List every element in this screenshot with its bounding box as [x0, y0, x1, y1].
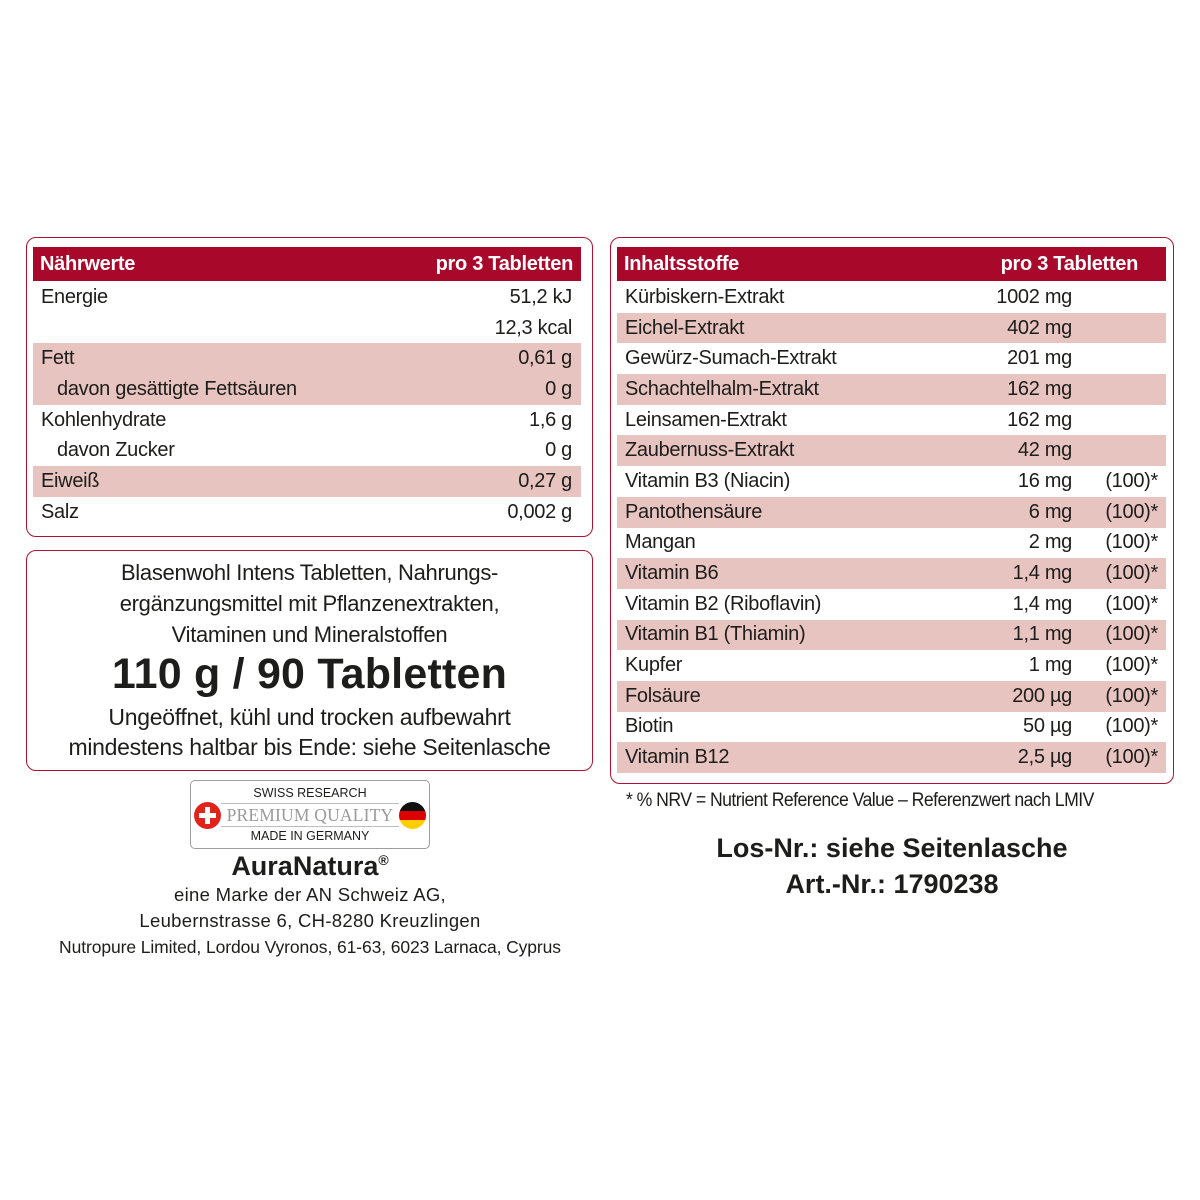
table-row	[33, 282, 581, 313]
ingredient-label: Vitamin B1 (Thiamin)	[625, 623, 806, 646]
nutrient-label: Eiweiß	[41, 469, 100, 492]
table-row	[33, 497, 581, 528]
badge-top-text: SWISS RESEARCH	[253, 786, 367, 800]
table-row	[617, 681, 1166, 712]
nutrition-rows	[33, 282, 581, 528]
ingredient-amount: 1,4 mg	[1012, 562, 1072, 585]
brand-address-line: eine Marke der AN Schweiz AG,	[174, 884, 446, 905]
quality-badge	[190, 780, 430, 849]
nutrient-value: 0 g	[545, 439, 572, 462]
table-row	[617, 282, 1166, 313]
nutrient-value: 0,61 g	[518, 347, 572, 370]
description-line: Vitaminen und Mineralstoffen	[171, 622, 448, 647]
ingredient-nrv: (100)*	[1105, 684, 1158, 707]
nrv-footnote: * % NRV = Nutrient Reference Value – Referenzwert nach LMIV	[626, 790, 1094, 811]
description-line: ergänzungsmittel mit Pflanzenextrakten,	[119, 591, 500, 616]
product-description	[27, 557, 592, 650]
brand-name	[0, 851, 620, 882]
nutrient-label: davon Zucker	[57, 439, 175, 462]
nutrient-label: Kohlenhydrate	[41, 408, 167, 431]
nutrient-value: 51,2 kJ	[509, 285, 572, 308]
ingredient-amount: 402 mg	[1007, 316, 1072, 339]
ingredient-label: Vitamin B12	[625, 746, 730, 769]
ingredient-label: Zaubernuss-Extrakt	[625, 439, 795, 462]
ingredient-nrv: (100)*	[1105, 562, 1158, 585]
ingredient-amount: 50 µg	[1023, 715, 1072, 738]
nutrient-value: 12,3 kcal	[494, 316, 572, 339]
table-row	[33, 466, 581, 497]
table-row	[617, 497, 1166, 528]
nutrition-header-per: pro 3 Tabletten	[435, 252, 573, 275]
ingredient-label: Folsäure	[625, 684, 701, 707]
ingredient-nrv: (100)*	[1105, 469, 1158, 492]
ingredient-amount: 201 mg	[1007, 347, 1072, 370]
badge-middle-text: PREMIUM QUALITY	[221, 803, 399, 827]
ingredient-label: Eichel-Extrakt	[625, 316, 745, 339]
storage-instructions	[27, 702, 592, 762]
ingredient-amount: 2 mg	[1028, 531, 1072, 554]
nutrition-header-label: Nährwerte	[40, 252, 136, 275]
ingredient-amount: 6 mg	[1028, 500, 1072, 523]
table-row	[33, 313, 581, 344]
ingredient-nrv: (100)*	[1105, 623, 1158, 646]
table-row	[617, 650, 1166, 681]
swiss-flag-icon	[194, 802, 221, 829]
table-row	[617, 620, 1166, 651]
ingredient-amount: 200 µg	[1012, 684, 1072, 707]
ingredient-nrv: (100)*	[1105, 500, 1158, 523]
table-row	[617, 558, 1166, 589]
ingredient-label: Vitamin B3 (Niacin)	[625, 469, 791, 492]
table-row	[617, 435, 1166, 466]
table-row	[617, 466, 1166, 497]
article-number: Art.-Nr.: 1790238	[785, 869, 999, 899]
lot-info	[600, 830, 1184, 902]
nutrient-value: 1,6 g	[529, 408, 572, 431]
lot-number: Los-Nr.: siehe Seitenlasche	[716, 833, 1068, 863]
ingredient-label: Vitamin B6	[625, 562, 719, 585]
ingredient-amount: 1 mg	[1028, 654, 1072, 677]
ingredient-amount: 162 mg	[1007, 408, 1072, 431]
ingredient-amount: 42 mg	[1017, 439, 1072, 462]
registered-mark: ®	[378, 852, 389, 868]
table-row	[617, 742, 1166, 773]
description-line: Blasenwohl Intens Tabletten, Nahrungs-	[120, 560, 499, 585]
ingredient-label: Pantothensäure	[625, 500, 763, 523]
storage-line: Ungeöffnet, kühl und trocken aufbewahrt	[108, 704, 511, 730]
ingredient-amount: 1002 mg	[996, 285, 1072, 308]
table-row	[617, 405, 1166, 436]
nutrient-label: davon gesättigte Fettsäuren	[57, 377, 297, 400]
ingredient-label: Schachtelhalm-Extrakt	[625, 377, 819, 400]
ingredient-nrv: (100)*	[1105, 592, 1158, 615]
brand-address-line: Leubernstrasse 6, CH-8280 Kreuzlingen	[139, 910, 481, 931]
table-row	[617, 712, 1166, 743]
ingredients-header-label: Inhaltsstoffe	[624, 252, 739, 275]
nutrient-value: 0,002 g	[507, 500, 572, 523]
ingredient-label: Vitamin B2 (Riboflavin)	[625, 592, 822, 615]
table-row	[617, 528, 1166, 559]
ingredients-rows	[617, 282, 1166, 773]
ingredient-nrv: (100)*	[1105, 654, 1158, 677]
table-row	[33, 374, 581, 405]
nutrient-label: Salz	[41, 500, 79, 523]
ingredient-nrv: (100)*	[1105, 746, 1158, 769]
ingredient-amount: 16 mg	[1017, 469, 1072, 492]
ingredient-label: Gewürz-Sumach-Extrakt	[625, 347, 837, 370]
brand-block	[0, 851, 620, 960]
table-row	[33, 435, 581, 466]
nutrient-value: 0,27 g	[518, 469, 572, 492]
ingredient-label: Kürbiskern-Extrakt	[625, 285, 785, 308]
table-row	[617, 589, 1166, 620]
table-row	[617, 343, 1166, 374]
nutrition-table	[26, 237, 593, 537]
ingredients-header-per: pro 3 Tabletten	[1000, 252, 1138, 275]
ingredient-amount: 2,5 µg	[1017, 746, 1072, 769]
german-flag-icon	[399, 802, 426, 829]
ingredients-table	[610, 237, 1174, 784]
table-row	[33, 343, 581, 374]
ingredient-label: Leinsamen-Extrakt	[625, 408, 787, 431]
table-row	[617, 313, 1166, 344]
ingredient-label: Mangan	[625, 531, 696, 554]
storage-line: mindestens haltbar bis Ende: siehe Seitenlasche	[68, 734, 551, 760]
table-row	[617, 374, 1166, 405]
nutrition-table-header	[33, 247, 581, 281]
distributor-line: Nutropure Limited, Lordou Vyronos, 61-63, 6023 Larnaca, Cyprus	[59, 937, 561, 957]
badge-bottom-text: MADE IN GERMANY	[250, 829, 370, 843]
nutrient-label: Energie	[41, 285, 108, 308]
nutrient-label: Fett	[41, 347, 75, 370]
ingredients-table-header	[617, 247, 1166, 281]
ingredient-nrv: (100)*	[1105, 715, 1158, 738]
ingredient-amount: 1,4 mg	[1012, 592, 1072, 615]
ingredient-label: Biotin	[625, 715, 674, 738]
ingredient-amount: 162 mg	[1007, 377, 1072, 400]
table-row	[33, 405, 581, 436]
nutrient-value: 0 g	[545, 377, 572, 400]
product-info-box	[26, 550, 593, 771]
ingredient-nrv: (100)*	[1105, 531, 1158, 554]
brand-name-text: AuraNatura	[231, 851, 379, 881]
ingredient-amount: 1,1 mg	[1012, 623, 1072, 646]
ingredient-label: Kupfer	[625, 654, 683, 677]
product-quantity: 110 g / 90 Tabletten	[111, 650, 508, 698]
